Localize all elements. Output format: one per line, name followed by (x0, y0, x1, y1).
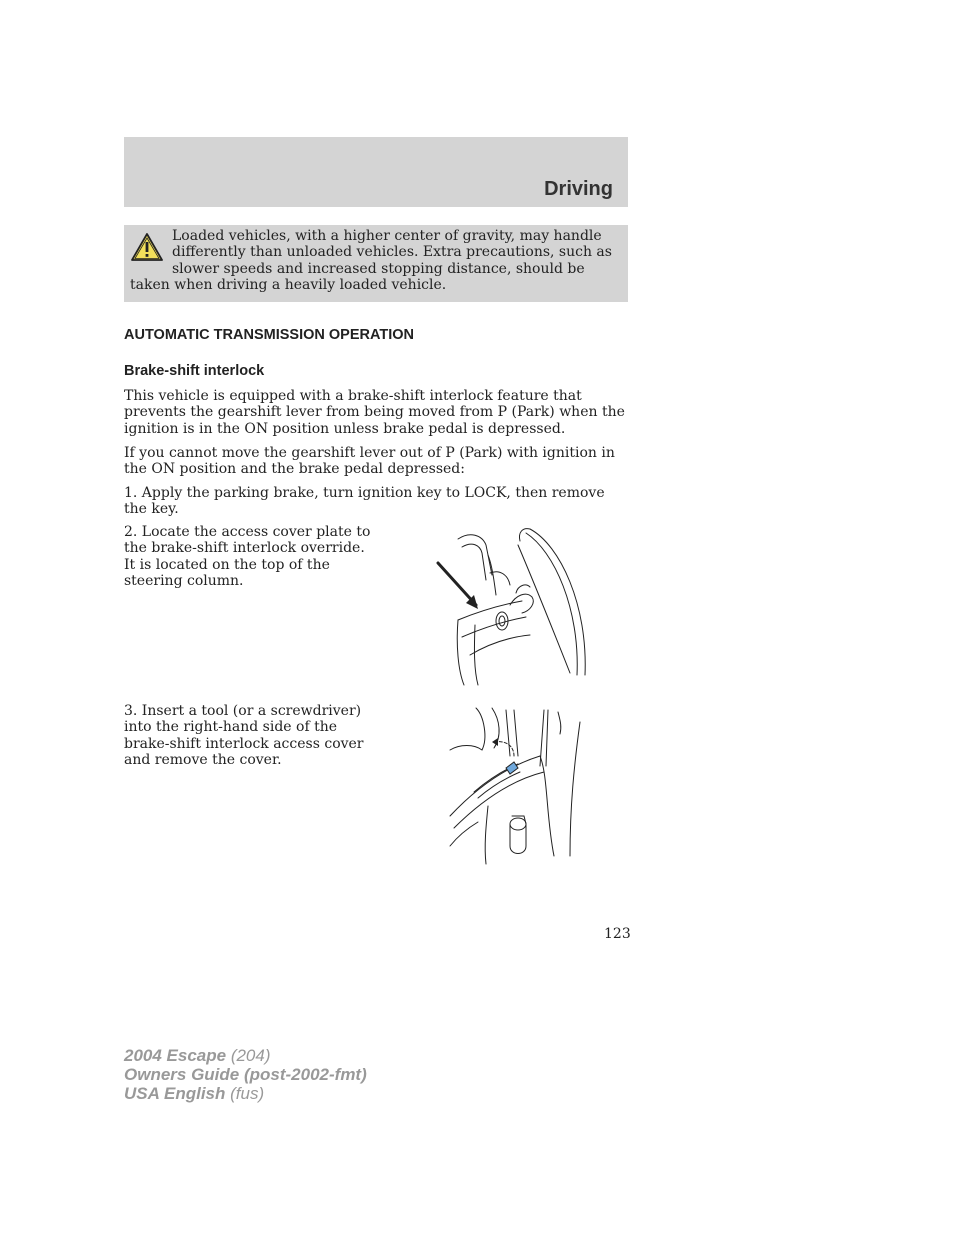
step-1: 1. Apply the parking brake, turn ignition key to LOCK, then remove the key. (124, 485, 605, 518)
steering-column-illustration (430, 525, 595, 690)
paragraph-intro: This vehicle is equipped with a brake-shift interlock feature that prevents the gearshift lever from being moved from P (Park) when the ignition is in the ON position unless brake pedal is depressed. (124, 388, 625, 437)
step-3: 3. Insert a tool (or a screwdriver) into the right-hand side of the brake-shift interlock access cover and remove the cover. (124, 703, 364, 768)
paragraph-condition: If you cannot move the gearshift lever out of P (Park) with ignition in the ON position and the brake pedal depressed: (124, 445, 615, 478)
document-footer (124, 1046, 367, 1103)
section-subheading: Brake-shift interlock (124, 363, 265, 379)
footer-line-2: Owners Guide (post-2002-fmt) (124, 1065, 367, 1084)
warning-text: Loaded vehicles, with a higher center of gravity, may handle differently than unloaded vehicles. Extra precautions, such as slower speeds and increased stopping distance, should be taken when driving a heavily loaded vehicle. (130, 228, 612, 293)
footer-line-1: 2004 Escape (204) (124, 1046, 271, 1065)
chapter-header-band (124, 137, 628, 207)
warning-box (124, 225, 628, 302)
warning-triangle-icon (130, 232, 164, 262)
section-heading: AUTOMATIC TRANSMISSION OPERATION (124, 327, 414, 343)
page-number: 123 (604, 926, 631, 942)
interlock-cover-illustration (448, 706, 583, 866)
footer-line-3: USA English (fus) (124, 1084, 265, 1103)
chapter-title: Driving (544, 178, 613, 200)
step-2: 2. Locate the access cover plate to the brake-shift interlock override. It is located on the top of the steering column. (124, 524, 371, 589)
